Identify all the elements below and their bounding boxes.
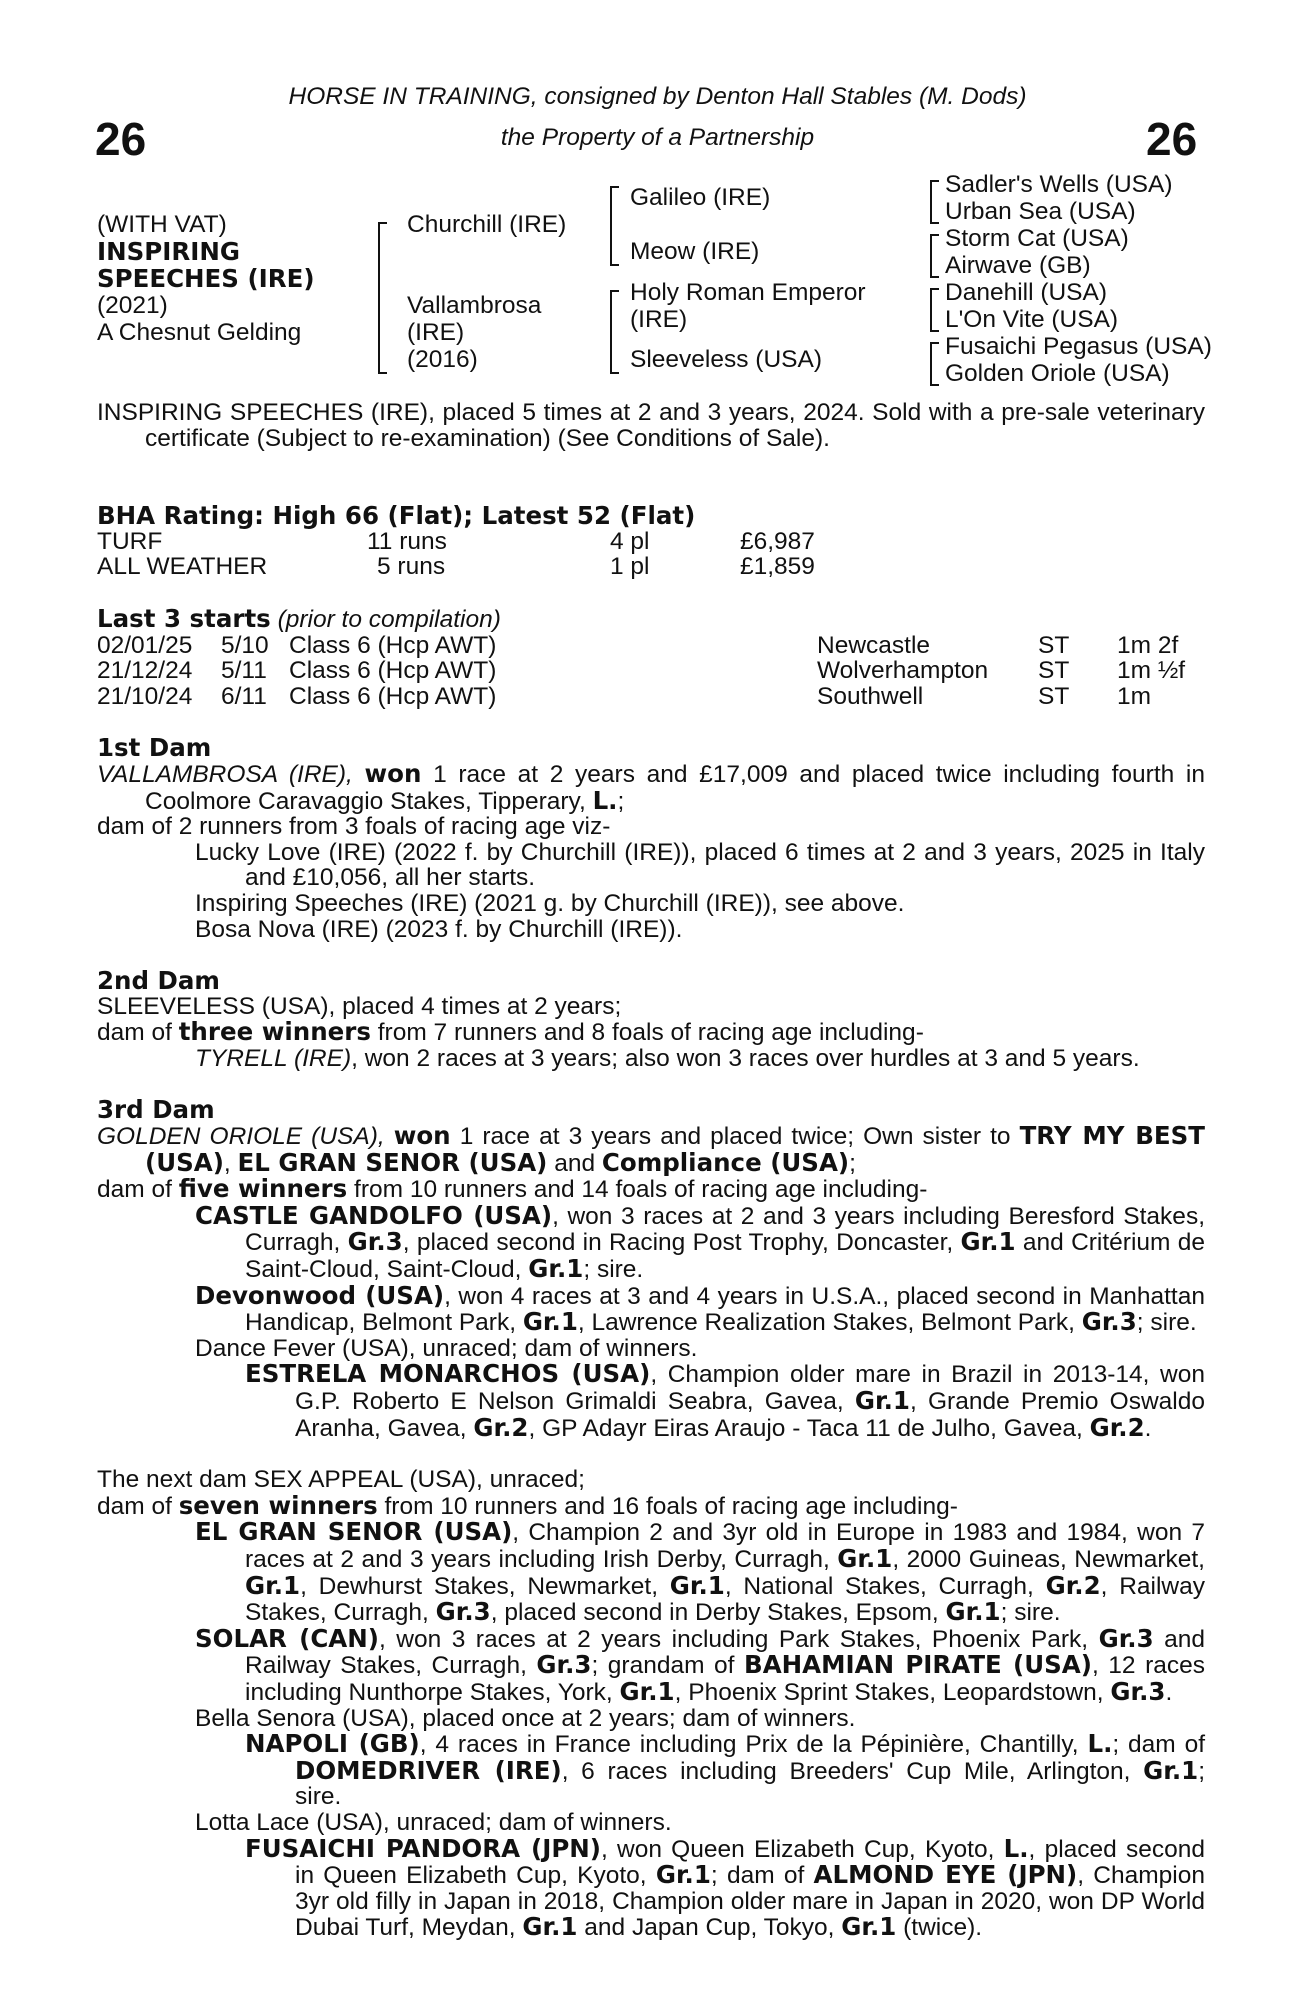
last-starts-note: (prior to compilation) xyxy=(277,605,501,633)
text: , xyxy=(223,1149,238,1177)
text: , Grande Premio Oswaldo Aranha, Gavea, xyxy=(295,1388,1205,1442)
start-distance: 1m ½f xyxy=(1117,657,1186,685)
produce-item: Dance Fever (USA), unraced; dam of winners. xyxy=(195,1334,698,1362)
start-going: ST xyxy=(1038,631,1070,659)
third-dam-heading: 3rd Dam xyxy=(97,1095,215,1125)
next-dam-record: The next dam SEX APPEAL (USA), unraced; xyxy=(97,1466,585,1494)
header-consignor: HORSE IN TRAINING, consigned by Denton Hall Stables (M. Dods) xyxy=(288,83,1027,110)
vat-label: (WITH VAT) xyxy=(97,211,227,238)
pedigree-dam-line3: (2016) xyxy=(407,346,478,373)
lot-number-left: 26 xyxy=(95,113,147,165)
horse-name: BAHAMIAN PIRATE (USA) xyxy=(744,1650,1092,1680)
text: 1 race at 3 years and placed twice; Own sister to xyxy=(450,1123,1020,1151)
pedigree-dds: Fusaichi Pegasus (USA) xyxy=(945,333,1212,360)
produce-subitem xyxy=(97,1731,1205,1810)
text: , won Queen Elizabeth Cup, Kyoto, xyxy=(600,1835,1004,1863)
grade: Gr.3 xyxy=(1098,1623,1154,1653)
horse-name: Compliance (USA) xyxy=(601,1147,850,1177)
produce-item xyxy=(97,1280,1205,1337)
rating-runs: 11 runs xyxy=(367,527,447,555)
grade: Gr.1 xyxy=(655,1860,711,1890)
pedigree-sss: Sadler's Wells (USA) xyxy=(945,171,1173,198)
start-date: 02/01/25 xyxy=(97,631,193,659)
text: ; xyxy=(617,787,625,815)
pedigree-dam-sire-line1: Holy Roman Emperor xyxy=(630,279,866,306)
start-distance: 1m 2f xyxy=(1117,631,1179,659)
third-dam-record xyxy=(97,1123,1205,1176)
start-class: Class 6 (Hcp AWT) xyxy=(289,682,497,710)
start-course: Newcastle xyxy=(817,631,931,659)
text: , Railway Stakes, Curragh, xyxy=(245,1572,1205,1627)
text: , Champion 3yr old filly in Japan in 2018, Champion older mare in Japan in 2020, won DP World Dubai Turf, Meydan, xyxy=(295,1862,1205,1942)
text: , 4 races in France including Prix de la Pépinière, Chantilly, xyxy=(419,1731,1088,1759)
produce-item xyxy=(97,1046,1205,1072)
produce-item xyxy=(97,1200,1205,1284)
text: ; dam of xyxy=(710,1862,814,1890)
text: and Critérium de Saint-Cloud, Saint-Cloud, xyxy=(245,1229,1205,1284)
produce-item: Lotta Lace (USA), unraced; dam of winners. xyxy=(195,1808,672,1836)
start-row xyxy=(97,658,1205,684)
text: , won 2 races at 3 years; also won 3 races over hurdles at 3 and 5 years. xyxy=(351,1044,1140,1072)
rating-surface: ALL WEATHER xyxy=(97,553,268,581)
pedigree-dam-dam: Sleeveless (USA) xyxy=(630,346,822,373)
grade: Gr.1 xyxy=(854,1386,910,1415)
rating-surface: TURF xyxy=(97,527,163,555)
last-starts-title: Last 3 starts xyxy=(97,603,271,633)
start-course: Wolverhampton xyxy=(817,657,989,685)
produce-subitem xyxy=(97,1833,1205,1942)
text: from 10 runners and 16 foals of racing age including- xyxy=(377,1492,958,1520)
produce-item: Lucky Love (IRE) (2022 f. by Churchill (IRE)), placed 6 times at 2 and 3 years, 2025 in Italy and £10,056, all her starts. xyxy=(195,838,1205,892)
grade: Gr.1 xyxy=(522,1912,578,1942)
horse-name-line1: INSPIRING xyxy=(97,237,240,266)
text: 1 race at 2 years and £17,009 and placed twice including fourth in Coolmore Caravaggio Stakes, Tipperary, xyxy=(145,760,1205,815)
rating-prize: £6,987 xyxy=(740,527,815,555)
produce-item: Bosa Nova (IRE) (2023 f. by Churchill (IRE)). xyxy=(195,915,683,943)
grade: Gr.1 xyxy=(841,1912,897,1942)
next-dam-produce-intro xyxy=(97,1490,1205,1520)
text: dam of xyxy=(97,1492,179,1520)
text: , 6 races including Breeders' Cup Mile, Arlington, xyxy=(561,1757,1144,1785)
grade: Gr.1 xyxy=(522,1307,578,1337)
text: ; sire. xyxy=(583,1256,644,1284)
text: , Champion 2 and 3yr old in Europe in 1983 and 1984, won 7 races at 2 and 3 years including Irish Derby, Curragh, xyxy=(245,1519,1205,1573)
rating-runs: 5 runs xyxy=(377,553,446,581)
start-date: 21/12/24 xyxy=(97,657,193,685)
horse-description: A Chesnut Gelding xyxy=(97,319,302,346)
emph: five winners xyxy=(178,1174,348,1204)
produce-item: Bella Senora (USA), placed once at 2 years; dam of winners. xyxy=(195,1704,856,1732)
catalogue-body xyxy=(97,400,1205,1941)
pedigree-brace-3a xyxy=(930,180,939,224)
first-dam-heading: 1st Dam xyxy=(97,733,212,763)
pedigree-sds: Storm Cat (USA) xyxy=(945,225,1129,252)
start-row xyxy=(97,684,1205,710)
pedigree-brace-dam xyxy=(610,290,619,374)
horse-name: CASTLE GANDOLFO (USA) xyxy=(195,1200,553,1230)
rating-prize: £1,859 xyxy=(740,553,815,581)
start-position: 6/11 xyxy=(221,682,267,710)
horse-name: NAPOLI (GB) xyxy=(245,1729,420,1759)
pedigree-dam-sire-line2: (IRE) xyxy=(630,306,688,333)
pedigree-ddd: Golden Oriole (USA) xyxy=(945,360,1170,387)
produce-item xyxy=(97,1623,1206,1706)
text: ; sire. xyxy=(295,1757,1205,1811)
grade: Gr.1 xyxy=(669,1570,725,1600)
first-dam-produce-intro: dam of 2 runners from 3 foals of racing age viz- xyxy=(97,813,611,841)
text: , won 3 races at 2 years including Park Stakes, Phoenix Park, xyxy=(378,1625,1099,1653)
produce-item: Inspiring Speeches (IRE) (2021 g. by Churchill (IRE)), see above. xyxy=(195,889,905,917)
text: , Phoenix Sprint Stakes, Leopardstown, xyxy=(674,1678,1111,1706)
text: ; sire. xyxy=(1136,1309,1197,1337)
horse-name: EL GRAN SENOR (USA) xyxy=(195,1517,513,1547)
text: , Dewhurst Stakes, Newmarket, xyxy=(300,1572,670,1600)
grade: Gr.1 xyxy=(1143,1755,1199,1785)
text: ; dam of xyxy=(1112,1731,1206,1759)
pedigree-dss: Danehill (USA) xyxy=(945,279,1108,306)
rating-placed: 1 pl xyxy=(610,553,650,581)
rating-row-turf xyxy=(97,529,1205,555)
pedigree-sdd: Airwave (GB) xyxy=(945,252,1091,279)
pedigree-sire: Churchill (IRE) xyxy=(407,211,567,238)
grade: Gr.2 xyxy=(1045,1570,1101,1600)
rating-placed: 4 pl xyxy=(610,527,650,555)
pedigree-dam-line1: Vallambrosa xyxy=(407,292,542,319)
grade: Gr.1 xyxy=(945,1597,1001,1627)
text: from 7 runners and 8 foals of racing age including- xyxy=(370,1019,924,1047)
pedigree-dsd: L'On Vite (USA) xyxy=(945,306,1119,333)
pedigree-dam-line2: (IRE) xyxy=(407,319,465,346)
horse-name: ALMOND EYE (JPN) xyxy=(813,1860,1078,1890)
text: , placed second in Racing Post Trophy, Doncaster, xyxy=(402,1229,961,1257)
horse-year: (2021) xyxy=(97,292,168,319)
header-property: the Property of a Partnership xyxy=(500,124,815,151)
horse-name: TRY MY BEST (USA) xyxy=(145,1121,1205,1177)
text: , won 3 races at 2 and 3 years including Beresford Stakes, Curragh, xyxy=(245,1202,1205,1257)
grade: Gr.1 xyxy=(960,1227,1016,1257)
horse-name: DOMEDRIVER (IRE) xyxy=(295,1755,562,1785)
second-dam-record: SLEEVELESS (USA), placed 4 times at 2 years; xyxy=(97,992,622,1020)
grade: Gr.2 xyxy=(473,1412,529,1442)
text: ; grandam of xyxy=(591,1652,745,1680)
text: and Railway Stakes, Curragh, xyxy=(245,1625,1206,1680)
start-course: Southwell xyxy=(817,682,924,710)
last-starts-heading xyxy=(97,603,1205,633)
text: , 2000 Guineas, Newmarket, xyxy=(892,1545,1205,1573)
start-class: Class 6 (Hcp AWT) xyxy=(289,657,497,685)
grade: L. xyxy=(1003,1833,1029,1863)
text: ; xyxy=(849,1149,856,1177)
pedigree-brace-3d xyxy=(930,342,939,386)
grade: Gr.3 xyxy=(1081,1307,1137,1337)
start-position: 5/11 xyxy=(221,657,267,685)
grade: Gr.3 xyxy=(435,1597,491,1627)
produce-item xyxy=(97,1519,1205,1625)
grade: Gr.1 xyxy=(245,1570,301,1600)
grade: L. xyxy=(1087,1729,1113,1759)
horse-name: SOLAR (CAN) xyxy=(195,1623,379,1653)
text: . xyxy=(1165,1678,1173,1706)
text: , placed second in Queen Elizabeth Cup, Kyoto, xyxy=(295,1835,1205,1890)
rating-row-aw xyxy=(97,554,1205,580)
pedigree-brace-3b xyxy=(930,234,939,278)
text: and xyxy=(547,1149,602,1177)
emph: three winners xyxy=(178,1017,371,1047)
grade: Gr.1 xyxy=(619,1676,675,1706)
dam-name: GOLDEN ORIOLE (USA), xyxy=(97,1123,394,1151)
pedigree-sire-dam: Meow (IRE) xyxy=(630,238,760,265)
grade: Gr.3 xyxy=(536,1650,592,1680)
grade: L. xyxy=(592,785,618,815)
horse-name: TYRELL (IRE) xyxy=(195,1044,352,1072)
text: , GP Adayr Eiras Araujo - Taca 11 de Julho, Gavea, xyxy=(528,1414,1090,1442)
third-dam-produce-intro xyxy=(97,1176,1205,1203)
grade: Gr.3 xyxy=(1110,1676,1166,1706)
first-dam-record xyxy=(97,758,1205,815)
grade: Gr.2 xyxy=(1089,1412,1145,1442)
start-date: 21/10/24 xyxy=(97,682,193,710)
grade: Gr.3 xyxy=(347,1227,403,1257)
second-dam-produce-intro xyxy=(97,1019,1205,1046)
start-class: Class 6 (Hcp AWT) xyxy=(289,631,497,659)
horse-name-line2: SPEECHES (IRE) xyxy=(97,264,315,293)
text: , Champion older mare in Brazil in 2013-14, won G.P. Roberto E Nelson Grimaldi Seabra, Gavea, xyxy=(295,1361,1205,1415)
horse-name: EL GRAN SENOR (USA) xyxy=(237,1147,548,1177)
lot-number-right: 26 xyxy=(1146,113,1198,165)
text: dam of xyxy=(97,1176,179,1204)
text: dam of xyxy=(97,1019,179,1047)
dam-name: VALLAMBROSA (IRE), xyxy=(97,760,365,788)
text: . xyxy=(1144,1414,1152,1442)
bha-rating-heading: BHA Rating: High 66 (Flat); Latest 52 (Flat) xyxy=(97,501,696,531)
text: , won 4 races at 3 and 4 years in U.S.A., placed second in Manhattan Handicap, Belmont Park, xyxy=(245,1282,1205,1337)
start-going: ST xyxy=(1038,682,1070,710)
produce-subitem xyxy=(97,1361,1205,1441)
grade: Gr.1 xyxy=(837,1543,893,1573)
start-distance: 1m xyxy=(1117,682,1152,710)
emph: seven winners xyxy=(178,1490,378,1520)
pedigree-sire-sire: Galileo (IRE) xyxy=(630,184,771,211)
pedigree-brace-3c xyxy=(930,288,939,332)
horse-name: Devonwood (USA) xyxy=(195,1280,445,1310)
start-row xyxy=(97,633,1205,659)
second-dam-heading: 2nd Dam xyxy=(97,966,220,996)
text: and Japan Cup, Tokyo, xyxy=(577,1914,842,1942)
text: , National Stakes, Curragh, xyxy=(724,1572,1046,1600)
horse-name: ESTRELA MONARCHOS (USA) xyxy=(245,1359,651,1389)
pedigree-brace-sire xyxy=(610,186,619,266)
start-going: ST xyxy=(1038,657,1070,685)
text: , 12 races including Nunthorpe Stakes, York, xyxy=(245,1652,1205,1706)
horse-name: FUSAICHI PANDORA (JPN) xyxy=(245,1833,601,1863)
text: from 10 runners and 14 foals of racing age including- xyxy=(347,1176,928,1204)
start-position: 5/10 xyxy=(221,631,269,659)
text: , placed second in Derby Stakes, Epsom, xyxy=(490,1599,946,1627)
pedigree-ssd: Urban Sea (USA) xyxy=(945,198,1136,225)
emph: won xyxy=(393,1121,451,1151)
text: , Lawrence Realization Stakes, Belmont Park, xyxy=(577,1309,1082,1337)
grade: Gr.1 xyxy=(528,1254,584,1284)
text: (twice). xyxy=(896,1914,983,1942)
text: ; sire. xyxy=(1000,1599,1061,1627)
emph: won xyxy=(364,758,422,788)
pedigree-brace-main xyxy=(378,222,387,374)
summary-paragraph: INSPIRING SPEECHES (IRE), placed 5 times at 2 and 3 years, 2024. Sold with a pre-sale veterinary certificate (Subject to re-examination) (See Conditions of Sale). xyxy=(97,399,1205,452)
